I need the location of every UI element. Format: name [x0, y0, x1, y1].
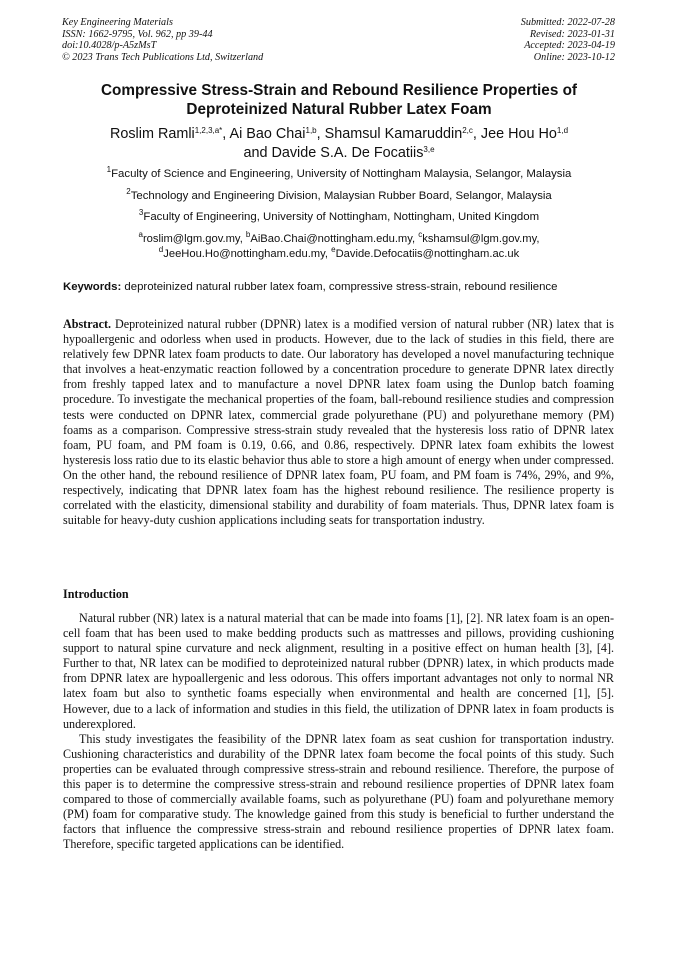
author-name: Ai Bao Chai — [229, 126, 306, 142]
keywords — [63, 281, 623, 293]
journal-issn: ISSN: 1662-9795, Vol. 962, pp 39-44 — [62, 28, 213, 40]
keywords-label: Keywords: — [63, 281, 122, 293]
affiliation-text: Faculty of Engineering, University of Nottingham, Nottingham, United Kingdom — [143, 211, 540, 223]
email-line-2 — [40, 247, 638, 262]
introduction-body — [63, 611, 614, 853]
author-name: Davide S.A. De Focatiis — [271, 145, 424, 161]
date-revised: Revised: 2023-01-31 — [529, 28, 615, 40]
email-mark: e — [331, 245, 336, 254]
email-mark: d — [158, 245, 164, 254]
email-separator: , — [324, 248, 332, 260]
email-separator: , — [536, 233, 540, 245]
paragraph: This study investigates the feasibility of the DPNR latex foam as seat cushion for transportation industry. Cushioning characteristics and durability of the DPNR latex foam become the focal points of this study. Such properties can be evaluated through compressive stress-strain and rebound resilience. Therefore, the purpose of this paper is to determine the compressive stress-strain and rebound resilience properties of DPNR latex foam compared to those of commercially available foams, such as polyurethane (PU) foam and polyurethane memory (PM) foam for comparative study. The knowledge gained from this study is beneficial to further understand the factors that influence the compressive stress-strain and rebound resilience properties of DPNR latex foam. Therefore, specific targeted applications can be identified. — [63, 731, 614, 852]
author-affiliation-mark: 1,d — [556, 126, 569, 135]
author-affiliation-mark: 2,c — [462, 126, 473, 135]
section-heading-introduction: Introduction — [63, 587, 129, 601]
author-line-1 — [40, 125, 638, 144]
journal-copyright: © 2023 Trans Tech Publications Ltd, Switzerland — [62, 51, 264, 63]
author-affiliation-mark: 1,b — [305, 126, 317, 135]
date-accepted: Accepted: 2023-04-19 — [524, 40, 615, 52]
author-separator: , — [472, 126, 481, 142]
email-line-1 — [40, 232, 638, 247]
title-line-1: Compressive Stress-Strain and Rebound Resilience Properties of — [100, 82, 578, 99]
email-mark: c — [418, 230, 423, 239]
author-name: Jee Hou Ho — [480, 126, 557, 142]
email-mark: b — [245, 230, 251, 239]
email-mark: a — [138, 230, 143, 239]
author-line-2 — [40, 144, 638, 163]
affiliation-2 — [40, 187, 638, 202]
journal-name: Key Engineering Materials — [62, 17, 173, 28]
affiliation-3 — [40, 208, 638, 223]
email-separator: , — [412, 233, 419, 245]
email-address: JeeHou.Ho@nottingham.edu.my — [163, 248, 325, 260]
abstract — [63, 317, 614, 528]
journal-doi: doi:10.4028/p-A5zMsT — [62, 40, 157, 52]
author-list — [40, 125, 638, 163]
email-address: roslim@lgm.gov.my — [142, 233, 240, 245]
title-line-2: Deproteinized Natural Rubber Latex Foam — [186, 101, 492, 118]
keywords-text: deproteinized natural rubber latex foam, compressive stress-strain, rebound resilience — [121, 281, 558, 293]
affiliation-text: Technology and Engineering Division, Malaysian Rubber Board, Selangor, Malaysia — [130, 190, 552, 202]
abstract-text: Deproteinized natural rubber (DPNR) latex is a modified version of natural rubber (NR) latex that is hypoallergenic and odorless when used in products. However, due to the lack of studies in this field, there are relatively few DPNR latex foam products to date. Our laboratory has developed a novel manufacturing technique that involves a heat-enzymatic reaction followed by a concentration procedure to generate DPNR latex directly from freshly tapped latex and to manufacture a novel DPNR latex foam using the Dunlop batch foaming procedure. To investigate the mechanical properties of the foam, ball-rebound resilience studies and compression tests were conducted on DPNR latex, commercial grade polyurethane (PU) and polyurethane memory (PM) foams as a comparison. Compressive stress-strain study revealed that the hysteresis loss ratio of DPNR latex foam, PU foam, and PM foam is 0.19, 0.66, and 0.86, respectively. DPNR latex foam exhibits the lowest hysteresis loss ratio due to its elastic behavior thus able to store a high amount of energy when under compressed. On the other hand, the rebound resilience of DPNR latex foam, PU foam, and PM foam is 74%, 29%, and 9%, respectively, indicating that DPNR latex foam has the highest rebound resilience. The resilience property is correlated with the elasticity, dimensional stability and durability of foam materials. Thus, DPNR latex foam is suitable for heavy-duty cushion applications including seats for transportation industry. — [63, 317, 614, 528]
date-online: Online: 2023-10-12 — [533, 51, 615, 63]
affiliation-number: 1 — [106, 165, 112, 174]
author-separator: , — [316, 126, 325, 142]
author-name: Roslim Ramli — [109, 126, 195, 142]
author-name: Shamsul Kamaruddin — [324, 126, 463, 142]
author-affiliation-mark: 3,e — [423, 145, 435, 154]
email-address: AiBao.Chai@nottingham.edu.my — [250, 233, 413, 245]
abstract-label: Abstract. — [63, 317, 112, 331]
email-separator: , — [239, 233, 246, 245]
affiliation-1 — [40, 165, 638, 180]
email-address: Davide.Defocatiis@nottingham.ac.uk — [335, 248, 520, 260]
paragraph: Natural rubber (NR) latex is a natural material that can be made into foams [1], [2]. NR latex foam is an open-cell foam that has been used to make bedding products such as mattresses and pillows, providing cushioning support to natural spine curvature and neck alignment, resulting in a positive effect on human health [3], [4]. Further to that, NR latex can be modified to deproteinized natural rubber (DPNR) latex, in which products made from DPNR latex are hypoallergenic and less odorous. This offers important advantages not only to normal NR latex foam but also to synthetic foams especially when environmental and health are concerned [1], [5]. However, due to a lack of information and studies in this field, the utilization of DPNR latex in foam products is underexplored. — [63, 611, 614, 731]
author-separator: , — [222, 126, 230, 142]
author-affiliation-mark: 1,2,3,a* — [194, 126, 223, 135]
author-emails — [40, 232, 638, 262]
submission-dates — [521, 17, 615, 63]
email-address: kshamsul@lgm.gov.my — [422, 233, 537, 245]
date-submitted: Submitted: 2022-07-28 — [520, 17, 615, 28]
journal-info — [62, 17, 263, 63]
affiliation-number: 2 — [126, 187, 131, 196]
paper-title — [40, 81, 638, 119]
affiliation-text: Faculty of Science and Engineering, University of Nottingham Malaysia, Selangor, Malaysia — [111, 168, 572, 180]
affiliation-number: 3 — [138, 208, 144, 217]
author-conjunction: and — [243, 145, 272, 161]
